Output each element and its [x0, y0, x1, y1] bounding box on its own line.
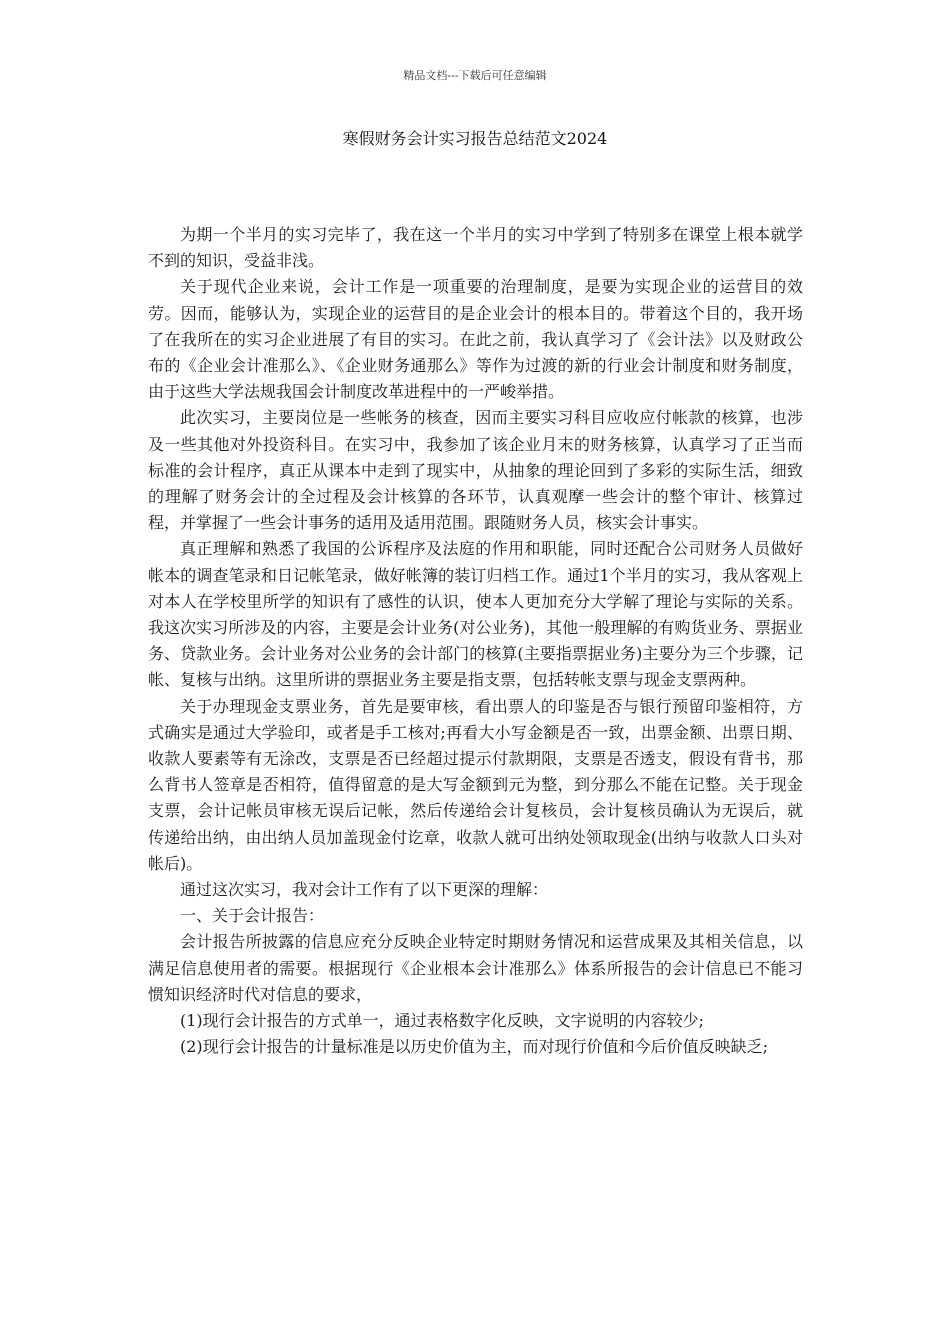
paragraph: 会计报告所披露的信息应充分反映企业特定时期财务情况和运营成果及其相关信息，以满足信息使用者的需要。根据现行《企业根本会计准那么》体系所报告的会计信息已不能习惯知识经济时代对信息的要求，: [148, 932, 803, 1004]
list-item: (2)现行会计报告的计量标准是以历史价值为主，而对现行价值和今后价值反映缺乏;: [180, 1037, 769, 1057]
paragraph: 此次实习，主要岗位是一些帐务的核查，因而主要实习科目应收应付帐款的核算，也涉及一些其他对外投资科目。在实习中，我参加了该企业月末的财务核算，认真学习了正当而标准的会计程序，真正从课本中走到了现实中，从抽象的理论回到了多彩的实际生活，细致的理解了财务会计的全过程及会计核算的各环节，认真观摩一些会计的整个审计、核算过程，并掌握了一些会计事务的适用及适用范围。跟随财务人员，核实会计事实。: [148, 408, 803, 533]
section-heading: 一、关于会计报告：: [180, 906, 325, 926]
page-header: 精品文档---下载后可任意编辑: [403, 69, 547, 82]
paragraph: 真正理解和熟悉了我国的公诉程序及法庭的作用和职能，同时还配合公司财务人员做好帐本的调查笔录和日记帐笔录，做好帐簿的装订归档工作。通过1个半月的实习，我从客观上对本人在学校里所学的知识有了感性的认识，使本人更加充分大学解了理论与实际的关系。我这次实习所涉及的内容，主要是会计业务(对公业务)，其他一般理解的有购货业务、票据业务、贷款业务。会计业务对公业务的会计部门的核算(主要指票据业务)主要分为三个步骤，记帐、复核与出纳。这里所讲的票据业务主要是指支票，包括转帐支票与现金支票两种。: [148, 539, 803, 690]
document-body: [148, 222, 803, 1061]
document-title: 寒假财务会计实习报告总结范文2024: [342, 129, 608, 148]
paragraph: 关于办理现金支票业务，首先是要审核，看出票人的印鉴是否与银行预留印鉴相符，方式确实是通过大学验印，或者是手工核对;再看大小写金额是否一致，出票金额、出票日期、收款人要素等有无涂改，支票是否已经超过提示付款期限，支票是否透支，假设有背书，那么背书人签章是否相符，值得留意的是大写金额到元为整，到分那么不能在记整。关于现金支票，会计记帐员审核无误后记帐，然后传递给会计复核员，会计复核员确认为无误后，就传递给出纳，由出纳人员加盖现金付讫章，收款人就可出纳处领取现金(出纳与收款人口头对帐后)。: [148, 696, 803, 873]
list-item: (1)现行会计报告的方式单一，通过表格数字化反映，文字说明的内容较少;: [180, 1011, 705, 1031]
paragraph: 关于现代企业来说，会计工作是一项重要的治理制度，是要为实现企业的运营目的效劳。因而，能够认为，实现企业的运营目的是企业会计的根本目的。带着这个目的，我开场了在我所在的实习企业进展了有目的实习。在此之前，我认真学习了《会计法》以及财政公布的《企业会计准那么》、《企业财务通那么》等作为过渡的新的行业会计制度和财务制度，由于这些大学法规我国会计制度改革进程中的一严峻举措。: [148, 277, 803, 402]
paragraph: 通过这次实习，我对会计工作有了以下更深的理解：: [180, 880, 549, 900]
paragraph: 为期一个半月的实习完毕了，我在这一个半月的实习中学到了特别多在课堂上根本就学不到的知识，受益非浅。: [148, 225, 803, 271]
